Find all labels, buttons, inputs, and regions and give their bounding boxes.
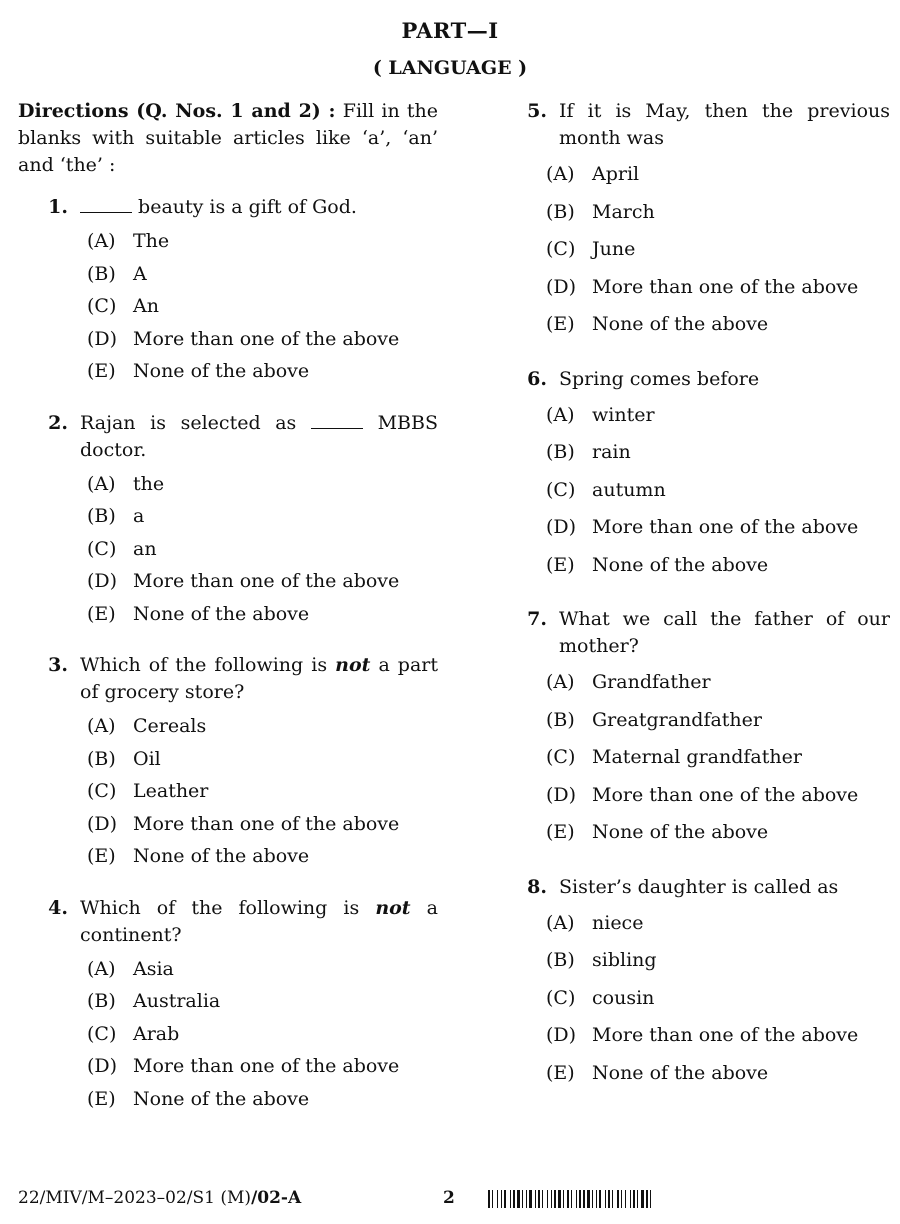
option-text: A [133,262,147,285]
option-d [87,808,438,841]
option-b [546,942,890,980]
option-text: None of the above [592,553,769,576]
option-e [546,547,890,585]
question-8 [505,874,890,1093]
question-text-part: Rajan is selected as [80,411,297,434]
option-letter: (C) [546,478,576,501]
question-2 [18,410,438,631]
left-column [18,98,438,1137]
right-column [505,98,890,1114]
option-d [546,777,890,815]
question-text-part: Which of the following is [80,896,360,919]
option-letter: (C) [87,780,117,802]
option-a [87,225,438,258]
option-text: Grandfather [592,671,711,693]
option-letter: (B) [87,747,116,770]
option-text: winter [592,403,655,426]
option-text: niece [592,911,644,934]
option-text: the [133,472,165,495]
option-c [546,472,890,510]
option-text: More than one of the above [592,516,859,538]
option-b [87,258,438,291]
option-c [546,231,890,269]
question-text [80,652,438,706]
option-d [546,1017,890,1055]
option-text: More than one of the above [133,812,400,835]
option-b [546,194,890,232]
option-c [546,739,890,777]
option-letter: (C) [546,746,576,768]
option-text: sibling [592,949,657,971]
option-b [87,985,438,1018]
question-text-part: beauty is a gift of God. [138,196,357,218]
options-list [505,156,890,344]
option-a [546,156,890,194]
option-text: None of the above [133,360,310,382]
option-d [87,565,438,598]
option-letter: (D) [546,1024,577,1046]
option-text: Australia [133,990,221,1012]
option-text: More than one of the above [592,783,859,806]
option-text: Asia [133,957,174,980]
option-text: Maternal grandfather [592,746,802,768]
option-e [87,840,438,873]
option-letter: (E) [87,360,116,382]
question-4 [18,895,438,1116]
option-letter: (A) [87,957,116,980]
option-letter: (B) [546,200,575,223]
option-text: More than one of the above [133,1055,400,1077]
option-letter: (D) [546,783,577,806]
option-e [87,598,438,631]
option-letter: (D) [87,327,118,350]
option-d [546,269,890,307]
directions-lead: Directions (Q. Nos. 1 and 2) : [18,100,336,122]
question-5 [505,98,890,344]
option-text: June [592,238,636,260]
blank-line [80,194,132,213]
option-letter: (C) [546,986,576,1009]
booklet-code [18,1188,301,1208]
question-text-part: a continent? [80,896,438,946]
option-letter: (B) [87,262,116,285]
option-text: More than one of the above [592,1024,859,1046]
option-letter: (A) [87,472,116,495]
option-b [87,743,438,776]
question-text: If it is May, then the previous month was [559,100,890,149]
option-a [87,468,438,501]
option-letter: (D) [546,275,577,298]
option-d [87,323,438,356]
question-text [80,194,438,221]
option-text: Leather [133,780,209,802]
option-text: An [133,295,159,317]
question-number: 1. [48,196,68,218]
option-text: Cereals [133,715,207,737]
options-list [18,225,438,388]
page-number: 2 [443,1188,455,1208]
option-e [87,1083,438,1116]
option-text: None of the above [133,845,310,867]
option-b [87,500,438,533]
part-heading: PART—I [401,18,499,43]
question-number: 6. [527,367,547,390]
option-text: a [133,505,145,527]
option-letter: (B) [546,708,575,731]
option-text: Arab [133,1022,180,1045]
question-number: 2. [48,411,68,434]
barcode-image [488,1190,783,1208]
emphasis-not: not [375,896,411,919]
option-a [87,953,438,986]
option-letter: (B) [546,949,575,971]
option-c [87,775,438,808]
question-text: What we call the father of our mother? [559,608,890,657]
option-text: cousin [592,986,655,1009]
option-letter: (C) [87,1022,117,1045]
option-letter: (A) [546,911,575,934]
option-text: rain [592,441,631,463]
option-letter: (D) [546,516,577,538]
question-text-part: Which of the following is [80,654,328,676]
option-letter: (B) [87,505,116,527]
option-letter: (E) [546,821,575,843]
option-letter: (E) [87,1087,116,1110]
option-letter: (E) [87,845,116,867]
option-a [546,905,890,943]
option-text: April [592,163,640,185]
option-letter: (E) [546,313,575,335]
option-e [546,814,890,852]
option-text: None of the above [133,602,310,625]
option-text: None of the above [592,821,769,843]
options-list [18,468,438,631]
option-letter: (A) [546,163,575,185]
question-number: 3. [48,654,68,676]
option-letter: (D) [87,570,118,592]
option-c [87,1018,438,1051]
question-text: Spring comes before [559,367,760,390]
question-1 [18,194,438,388]
page-footer [18,1188,882,1214]
options-list [18,953,438,1116]
question-text [80,410,438,464]
option-d [546,509,890,547]
option-a [87,710,438,743]
question-number: 5. [527,100,547,122]
directions-text: Fill in the blanks with suitable articles like ‘a’, ‘an’ and ‘the’ : [18,100,438,176]
option-text: The [133,230,170,252]
option-c [546,980,890,1018]
booklet-code-text: 22/MIV/M–2023–02/S1 (M) [18,1188,252,1208]
options-list [18,710,438,873]
question-text [80,895,438,949]
options-list [505,664,890,852]
question-text-part: a part of grocery store? [80,654,439,703]
option-b [546,434,890,472]
options-list [505,397,890,585]
question-3 [18,652,438,873]
option-text: an [133,537,157,560]
option-letter: (C) [87,295,117,317]
option-text: None of the above [592,313,769,335]
option-d [87,1050,438,1083]
option-letter: (E) [546,553,575,576]
option-text: More than one of the above [592,275,859,298]
option-text: March [592,200,655,223]
option-a [546,664,890,702]
emphasis-not: not [335,654,371,676]
option-letter: (B) [546,441,575,463]
option-text: More than one of the above [133,570,400,592]
option-text: Oil [133,747,161,770]
option-letter: (D) [87,812,118,835]
option-e [546,1055,890,1093]
question-text-part: MBBS doctor. [80,411,438,461]
option-letter: (A) [87,230,116,252]
question-6 [505,366,890,585]
question-7 [505,606,890,852]
option-letter: (B) [87,990,116,1012]
option-a [546,397,890,435]
option-text: autumn [592,478,666,501]
option-text: More than one of the above [133,327,400,350]
question-number: 8. [527,875,547,898]
option-letter: (A) [546,403,575,426]
option-c [87,290,438,323]
options-list [505,905,890,1093]
section-heading: ( LANGUAGE ) [372,57,528,79]
blank-line [311,410,363,429]
option-e [87,355,438,388]
question-number: 4. [48,896,68,919]
option-letter: (C) [87,537,117,560]
option-letter: (D) [87,1055,118,1077]
directions [18,98,438,179]
booklet-code-suffix: /02-A [251,1188,302,1208]
option-letter: (C) [546,238,576,260]
question-text: Sister’s daughter is called as [559,875,839,898]
option-text: Greatgrandfather [592,708,762,731]
option-text: None of the above [592,1061,769,1084]
option-b [546,702,890,740]
option-letter: (E) [546,1061,575,1084]
option-letter: (A) [546,671,575,693]
option-c [87,533,438,566]
option-text: None of the above [133,1087,310,1110]
option-letter: (E) [87,602,116,625]
question-number: 7. [527,608,547,630]
option-e [546,306,890,344]
option-letter: (A) [87,715,116,737]
